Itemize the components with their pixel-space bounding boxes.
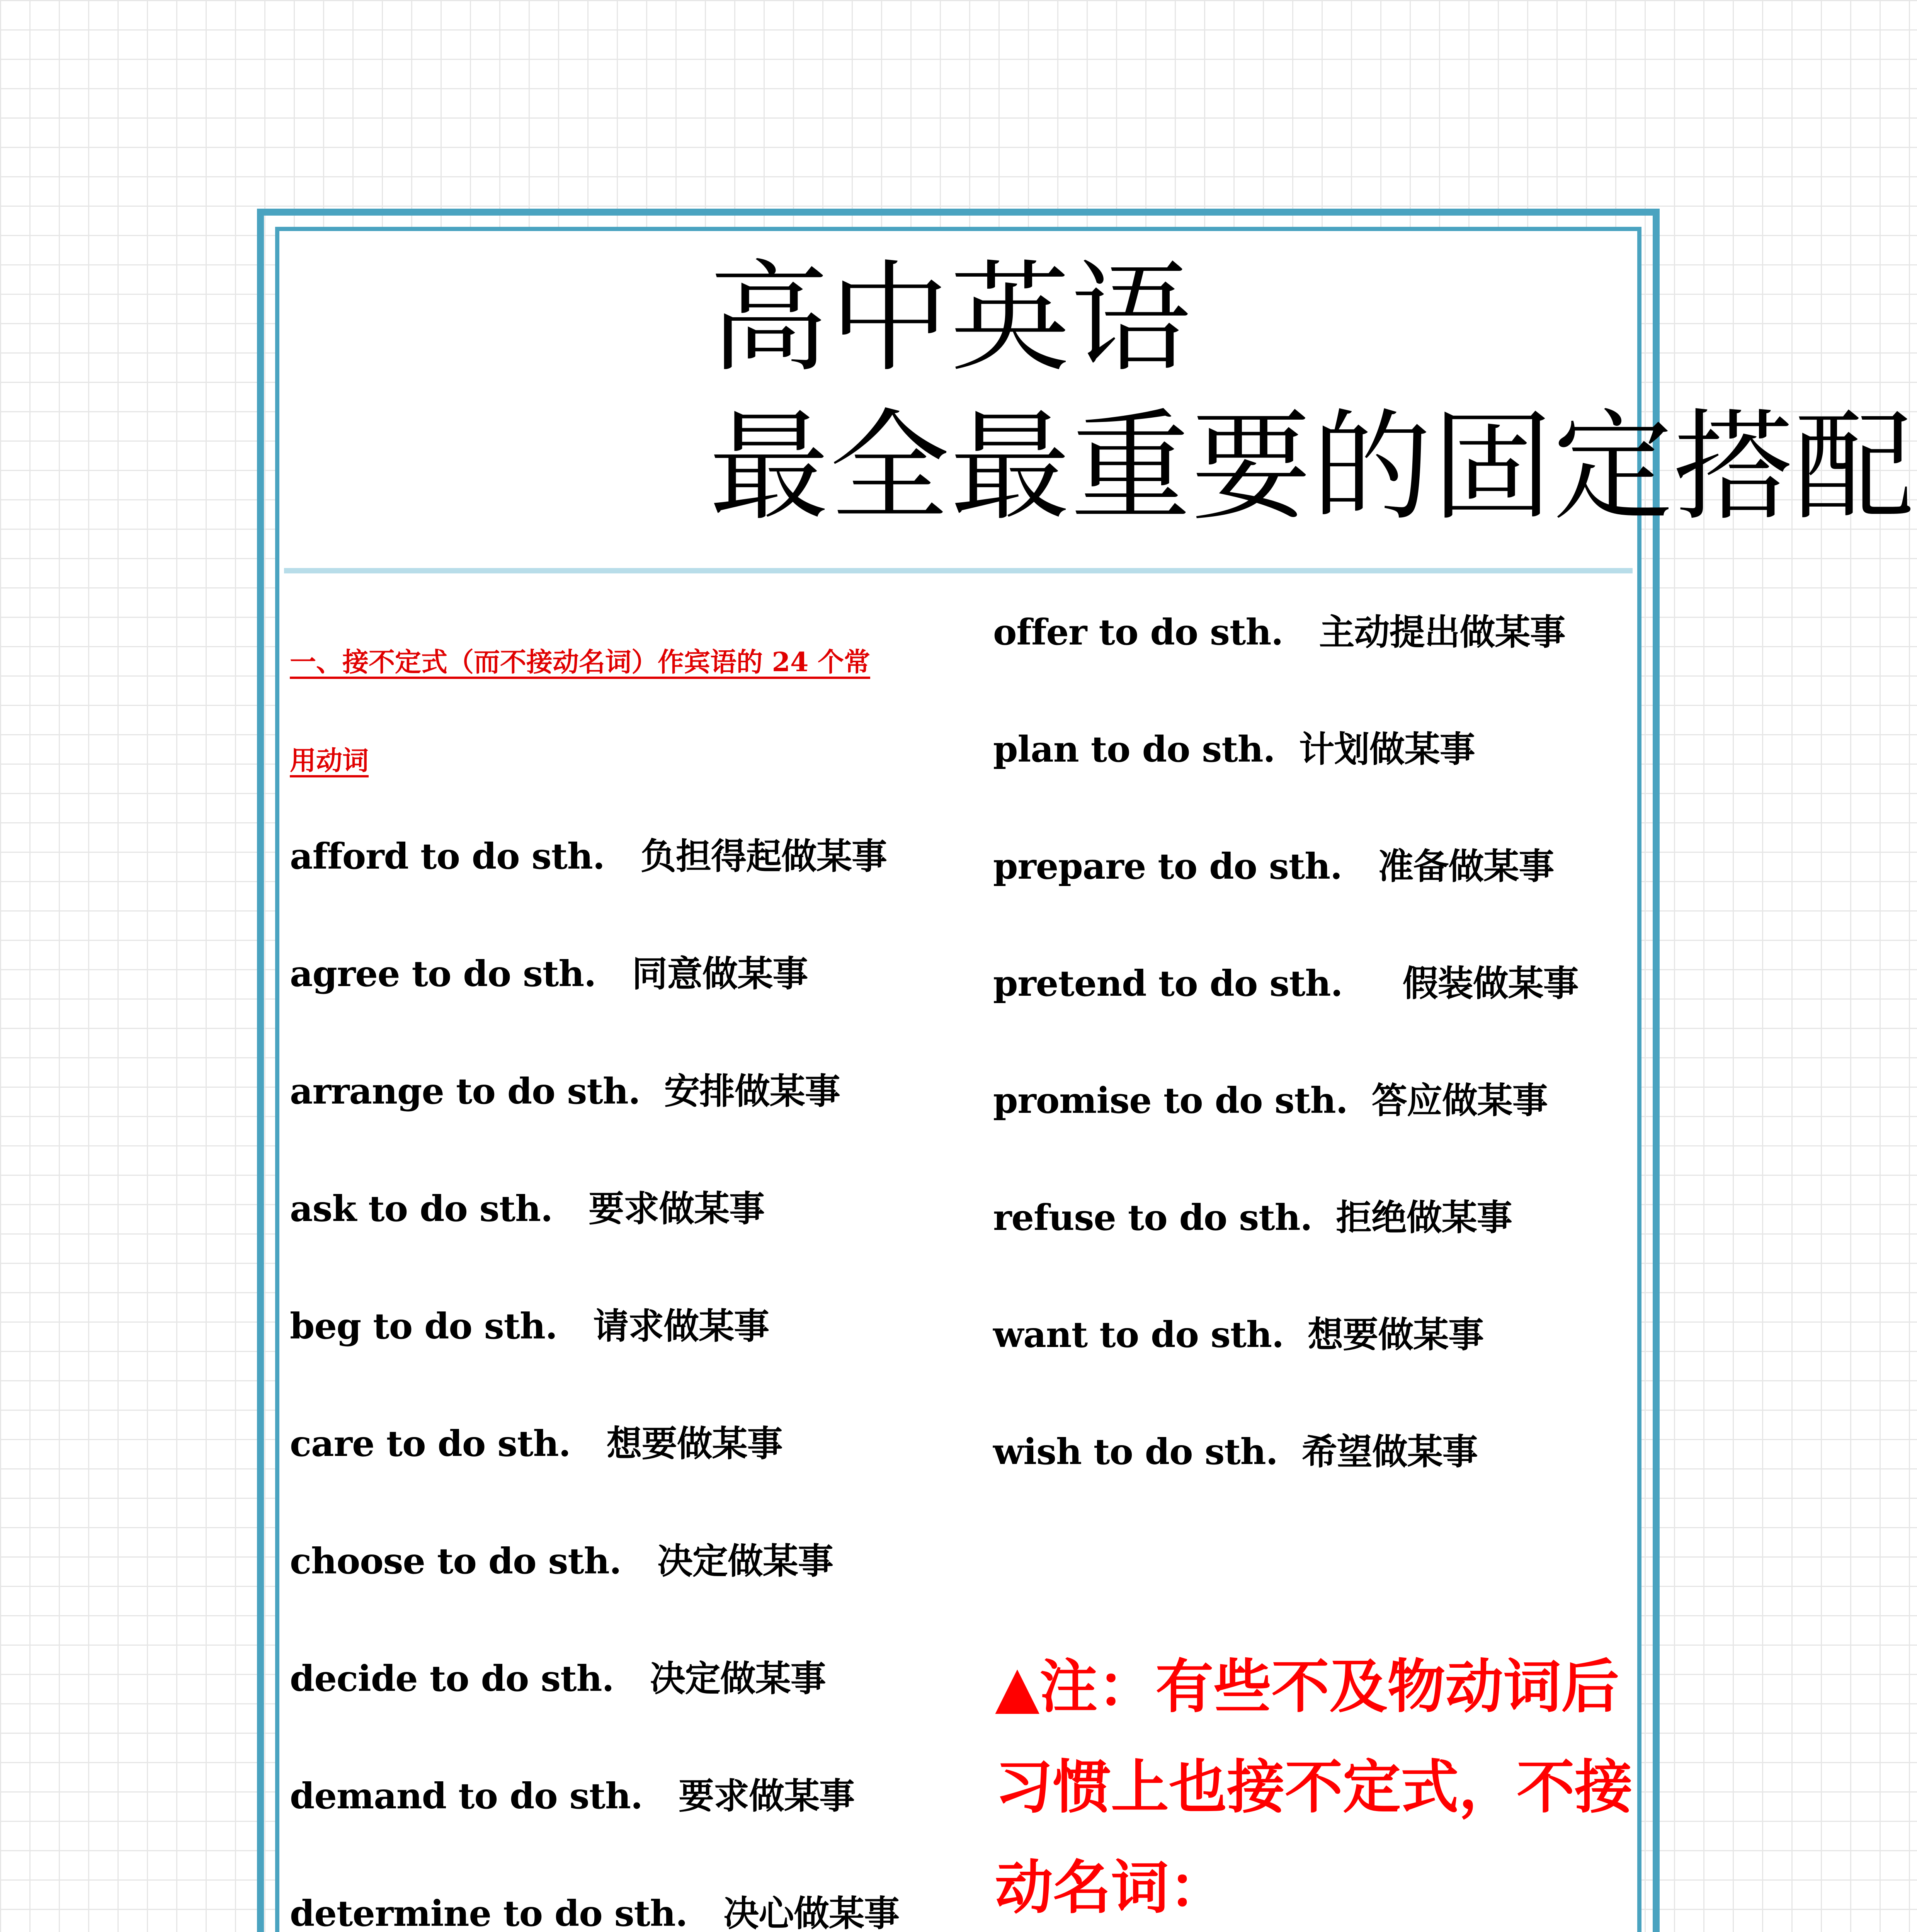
left-entry: agree to do sth. 同意做某事 (290, 953, 808, 995)
left-entry: beg to do sth. 请求做某事 (290, 1305, 769, 1347)
left-entry: arrange to do sth. 安排做某事 (290, 1070, 840, 1112)
right-entry: pretend to do sth. 假装做某事 (993, 963, 1579, 1004)
title-line-1: 高中英语 (709, 249, 1191, 388)
title-box (284, 236, 1915, 573)
left-entry: decide to do sth. 决定做某事 (290, 1658, 826, 1699)
left-entry: ask to do sth. 要求做某事 (290, 1188, 765, 1230)
left-entry: determine to do sth. 决心做某事 (290, 1893, 900, 1932)
title-line-2: 最全最重要的固定搭配 (709, 398, 1915, 537)
section-heading-line-2: 用动词 (290, 745, 369, 776)
right-entry: promise to do sth. 答应做某事 (993, 1080, 1548, 1121)
section-heading-line-1: 一、接不定式（而不接动名词）作宾语的 24 个常 (290, 647, 870, 678)
note-line-2: 习惯上也接不定式，不接 (995, 1753, 1633, 1821)
left-entry: choose to do sth. 决定做某事 (290, 1540, 833, 1582)
right-entry: refuse to do sth. 拒绝做某事 (993, 1197, 1512, 1238)
right-entry: plan to do sth. 计划做某事 (993, 728, 1475, 770)
right-entry: want to do sth. 想要做某事 (993, 1314, 1484, 1355)
right-entry: offer to do sth. 主动提出做某事 (993, 611, 1565, 653)
left-entry: care to do sth. 想要做某事 (290, 1423, 782, 1464)
right-entry: prepare to do sth. 准备做某事 (993, 845, 1554, 887)
left-entry: afford to do sth. 负担得起做某事 (290, 835, 887, 877)
left-entry: demand to do sth. 要求做某事 (290, 1775, 854, 1817)
right-entry: wish to do sth. 希望做某事 (993, 1431, 1478, 1473)
note-line-1: ▲注：有些不及物动词后 (995, 1653, 1619, 1721)
note-line-3: 动名词： (995, 1854, 1227, 1922)
